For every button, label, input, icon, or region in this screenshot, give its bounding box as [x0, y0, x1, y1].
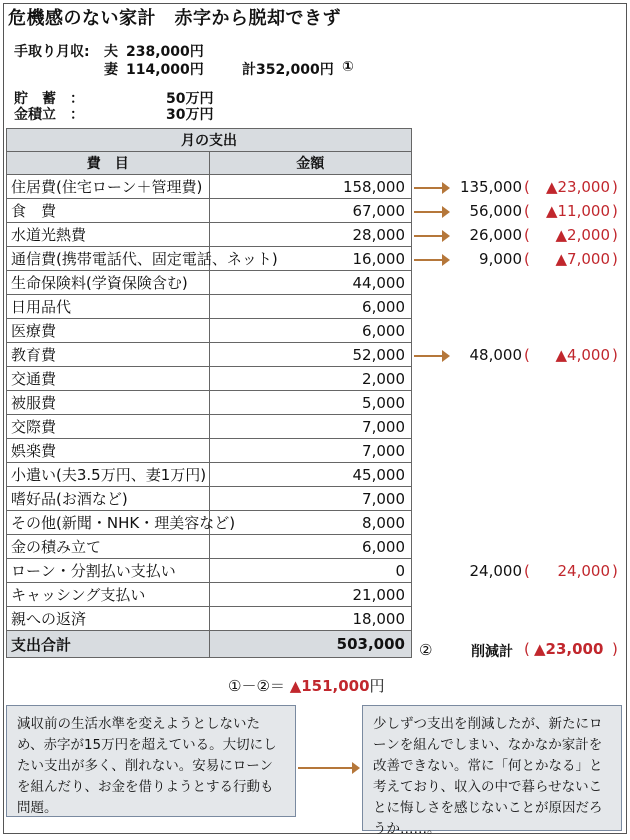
expense-category: ローン・分割払い支払い — [7, 559, 210, 583]
paren-open: ( — [524, 226, 530, 244]
column-header-amount: 金額 — [209, 152, 412, 175]
total-row — [7, 631, 412, 658]
expense-category: 日用品代 — [7, 295, 210, 319]
income-wife-label: 妻 — [104, 62, 118, 78]
note-left: 減収前の生活水準を変えようとしないため、赤字が15万円を超えている。大切にしたい支出が多く、削れない。安易にローンを組んだり、お金を借りようとする行動も問題。 — [6, 705, 296, 817]
table-row — [7, 559, 412, 583]
table-row — [7, 199, 412, 223]
revised-amount: 135,000 — [459, 178, 522, 196]
reduction-paren-close: ) — [612, 640, 618, 658]
expense-amount: 52,000 — [209, 343, 412, 367]
note-right: 少しずつ支出を削減したが、新たにローンを組んでしまい、なかなか家計を改善できない。常に「何とかなる」と考えており、収入の中で暮らせないことに悔しさを感じないことが原因だろうか……。 — [362, 705, 622, 831]
expense-amount: 16,000 — [209, 247, 412, 271]
paren-open: ( — [524, 562, 530, 580]
savings-label: 貯 蓄 ： — [14, 91, 84, 107]
table-row — [7, 607, 412, 631]
table-row — [7, 463, 412, 487]
expense-amount: 21,000 — [209, 583, 412, 607]
expense-amount: 8,000 — [209, 511, 412, 535]
expense-amount: 67,000 — [209, 199, 412, 223]
table-row — [7, 247, 412, 271]
expense-category: その他(新聞・NHK・理美容など) — [7, 511, 210, 535]
income-husband-label: 夫 — [104, 44, 118, 60]
paren-close: ) — [612, 346, 618, 364]
expense-category: キャッシング支払い — [7, 583, 210, 607]
gold-amount: 30万円 — [166, 107, 214, 123]
expense-amount: 7,000 — [209, 439, 412, 463]
paren-open: ( — [524, 202, 530, 220]
expense-category: 娯楽費 — [7, 439, 210, 463]
expense-category: 生命保険料(学資保険含む) — [7, 271, 210, 295]
reduction-value: ▲23,000 — [534, 640, 604, 658]
reduction-diff: ▲7,000 — [555, 250, 610, 268]
note-arrow — [298, 767, 354, 769]
table-row — [7, 487, 412, 511]
table-row — [7, 223, 412, 247]
income-label: 手取り月収: — [14, 44, 90, 60]
revised-amount: 26,000 — [469, 226, 522, 244]
expense-category: 教育費 — [7, 343, 210, 367]
expense-category: 住居費(住宅ローン＋管理費) — [7, 175, 210, 199]
expense-category: 親への返済 — [7, 607, 210, 631]
expense-amount: 5,000 — [209, 391, 412, 415]
paren-open: ( — [524, 178, 530, 196]
reduction-diff: ▲4,000 — [555, 346, 610, 364]
expense-category: 小遣い(夫3.5万円、妻1万円) — [7, 463, 210, 487]
table-row — [7, 343, 412, 367]
expense-category: 水道光熱費 — [7, 223, 210, 247]
table-row — [7, 175, 412, 199]
expense-amount: 6,000 — [209, 535, 412, 559]
expense-amount: 2,000 — [209, 367, 412, 391]
expense-category: 食 費 — [7, 199, 210, 223]
income-husband-amount: 238,000円 — [126, 44, 204, 60]
table-title-row — [7, 129, 412, 152]
expense-category: 金の積み立て — [7, 535, 210, 559]
balance-unit: 円 — [369, 677, 385, 695]
table-row — [7, 295, 412, 319]
table-row — [7, 511, 412, 535]
paren-close: ) — [612, 250, 618, 268]
expense-amount: 45,000 — [209, 463, 412, 487]
expense-category: 交際費 — [7, 415, 210, 439]
balance-value: ▲151,000 — [289, 677, 370, 695]
expense-amount: 18,000 — [209, 607, 412, 631]
gold-label: 金積立 ： — [14, 107, 84, 123]
savings-amount: 50万円 — [166, 91, 214, 107]
expense-amount: 158,000 — [209, 175, 412, 199]
reduction-diff: 24,000 — [557, 562, 610, 580]
paren-close: ) — [612, 202, 618, 220]
expense-amount: 0 — [209, 559, 412, 583]
expense-category: 医療費 — [7, 319, 210, 343]
total-label: 支出合計 — [7, 631, 210, 658]
balance-label: ①－②＝ — [228, 677, 285, 695]
expense-category: 嗜好品(お酒など) — [7, 487, 210, 511]
revised-amount: 24,000 — [469, 562, 522, 580]
table-row — [7, 367, 412, 391]
column-header-category: 費 目 — [7, 152, 210, 175]
table-row — [7, 415, 412, 439]
revised-amount: 56,000 — [469, 202, 522, 220]
table-title: 月の支出 — [7, 129, 412, 152]
paren-open: ( — [524, 346, 530, 364]
table-row — [7, 319, 412, 343]
reduction-diff: ▲11,000 — [545, 202, 610, 220]
expense-amount: 6,000 — [209, 319, 412, 343]
reduction-label: 削減計 — [471, 644, 513, 660]
revised-amount: 48,000 — [469, 346, 522, 364]
table-row — [7, 583, 412, 607]
balance-line — [228, 675, 385, 696]
paren-close: ) — [612, 178, 618, 196]
reduction-paren-open: ( — [524, 640, 530, 658]
revised-amount: 9,000 — [479, 250, 522, 268]
expense-amount: 7,000 — [209, 487, 412, 511]
income-marker: ① — [342, 59, 354, 75]
reduction-diff: ▲23,000 — [545, 178, 610, 196]
income-total: 計352,000円 — [242, 62, 334, 78]
expense-amount: 6,000 — [209, 295, 412, 319]
expense-amount: 44,000 — [209, 271, 412, 295]
page-title: 危機感のない家計 赤字から脱却できず — [8, 8, 341, 29]
income-wife-amount: 114,000円 — [126, 62, 204, 78]
paren-open: ( — [524, 250, 530, 268]
total-amount: 503,000 — [209, 631, 412, 658]
paren-close: ) — [612, 226, 618, 244]
expense-amount: 7,000 — [209, 415, 412, 439]
table-row — [7, 535, 412, 559]
expense-category: 通信費(携帯電話代、固定電話、ネット) — [7, 247, 210, 271]
expense-category: 交通費 — [7, 367, 210, 391]
table-header-row — [7, 152, 412, 175]
table-row — [7, 271, 412, 295]
total-marker: ② — [419, 641, 433, 659]
table-row — [7, 391, 412, 415]
paren-close: ) — [612, 562, 618, 580]
expense-table — [6, 128, 412, 658]
expense-category: 被服費 — [7, 391, 210, 415]
table-row — [7, 439, 412, 463]
expense-amount: 28,000 — [209, 223, 412, 247]
reduction-diff: ▲2,000 — [555, 226, 610, 244]
